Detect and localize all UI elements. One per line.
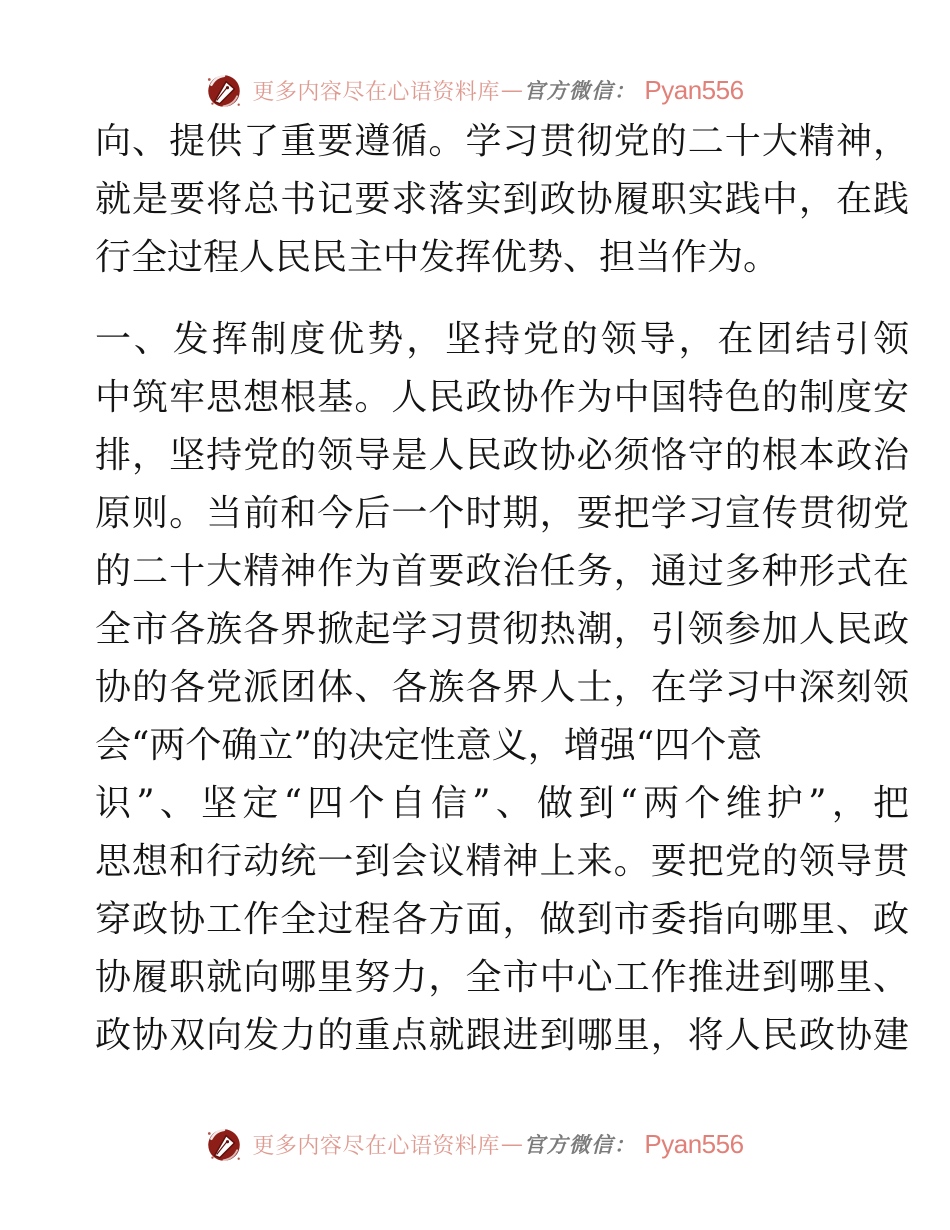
text-line: 就是要将总书记要求落实到政协履职实践中，在践 [95,179,909,220]
watermark-dash: — [500,1131,523,1157]
watermark-brand-text: 更多内容尽在心语资料库 [252,79,500,105]
footer-watermark [0,1117,950,1171]
watermark-brand-text: 更多内容尽在心语资料库 [252,1133,500,1159]
pen-nib-circle-logo-icon [206,1123,242,1165]
text-line: 行全过程人民民主中发挥优势、担当作为。 [95,237,780,278]
document-body [95,113,909,1065]
watermark-wechat-label: 官方微信： [523,78,637,103]
text-line: 政协双向发力的重点就跟进到哪里，将人民政协建 [95,1015,909,1056]
watermark-wechat-label: 官方微信： [523,1132,637,1157]
watermark-wechat-id: Pyan556 [644,1128,744,1159]
text-line: 一、发挥制度优势，坚持党的领导，在团结引领 [95,319,909,360]
text-line: 协的各党派团体、各族各界人士，在学习中深刻领 [95,667,909,708]
text-line: 思想和行动统一到会议精神上来。要把党的领导贯 [95,841,909,882]
text-line: 的二十大精神作为首要政治任务，通过多种形式在 [95,551,909,592]
watermark-wechat-id: Pyan556 [644,74,744,105]
watermark-dash: — [500,77,523,103]
text-line: 排，坚持党的领导是人民政协必须恪守的根本政治 [95,435,909,476]
text-line: 穿政协工作全过程各方面，做到市委指向哪里、政 [95,899,909,940]
text-line: 原则。当前和今后一个时期，要把学习宣传贯彻党 [95,493,909,534]
paragraph [95,311,909,1065]
text-line: 全市各族各界掀起学习贯彻热潮，引领参加人民政 [95,609,909,650]
paragraph [95,113,909,287]
pen-nib-circle-logo-icon [206,69,242,111]
text-line: 识”、坚定“四个自信”、做到“两个维护”，把 [95,783,909,824]
text-line: 会“两个确立”的决定性意义，增强“四个意 [95,725,763,766]
text-line: 协履职就向哪里努力，全市中心工作推进到哪里、 [95,957,909,998]
text-line: 中筑牢思想根基。人民政协作为中国特色的制度安 [95,377,909,418]
header-watermark [0,63,950,117]
text-line: 向、提供了重要遵循。学习贯彻党的二十大精神， [95,121,909,162]
